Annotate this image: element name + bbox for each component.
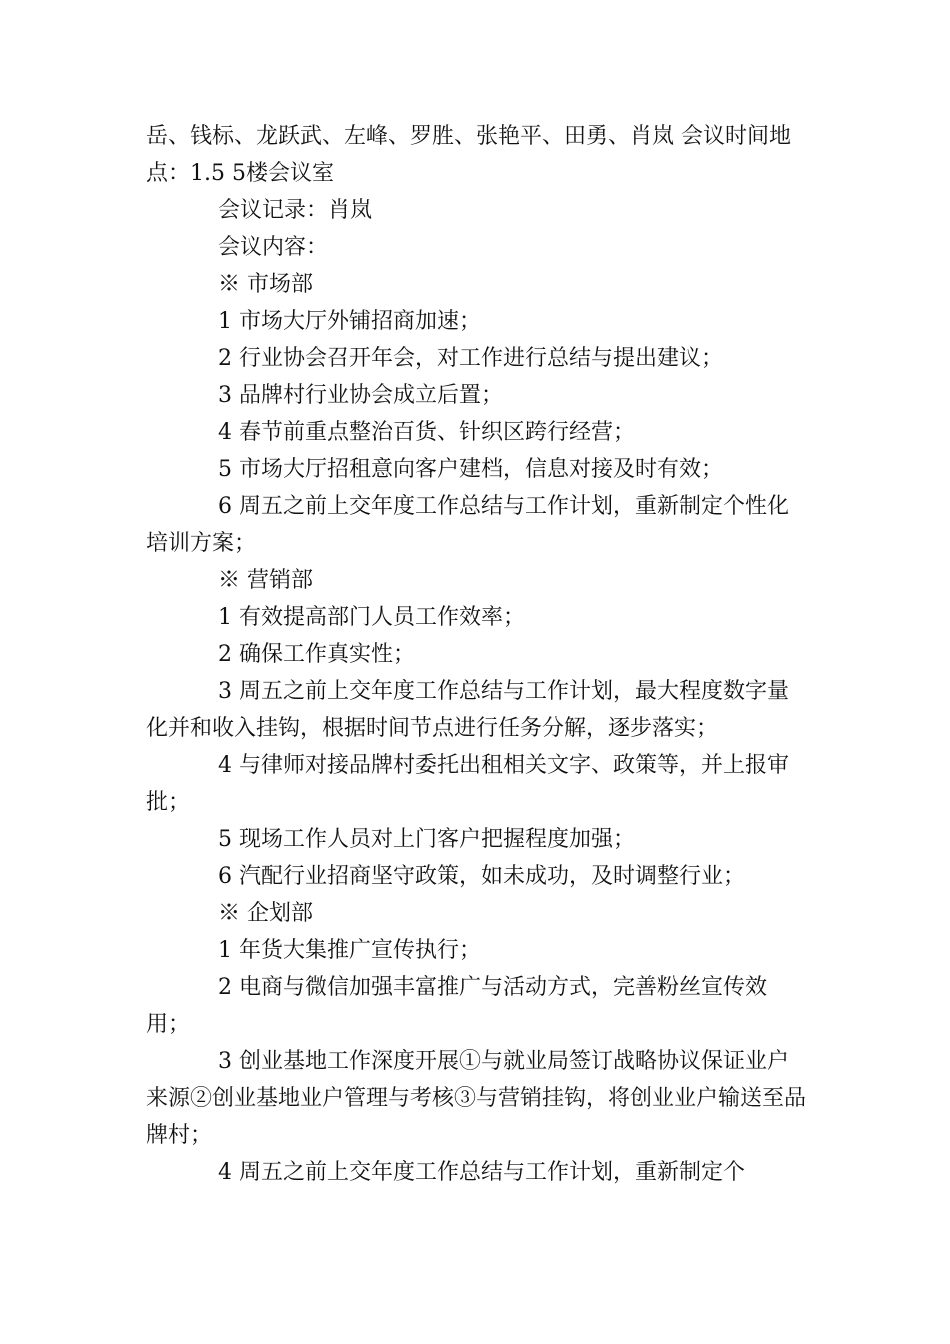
section-heading-planning: ※ 企划部 [218, 901, 313, 926]
list-item: 3 周五之前上交年度工作总结与工作计划，最大程度数字量化并和收入挂钩，根据时间节点进行任务分解，逐步落实； [146, 679, 789, 741]
section-heading-market: ※ 市场部 [218, 272, 313, 297]
list-item: 4 与律师对接品牌村委托出租相关文字、政策等，并上报审批； [146, 753, 789, 815]
list-item: 6 周五之前上交年度工作总结与工作计划，重新制定个性化培训方案； [146, 494, 789, 556]
list-item: 5 市场大厅招租意向客户建档，信息对接及时有效； [218, 457, 723, 482]
list-item: 4 周五之前上交年度工作总结与工作计划，重新制定个 [218, 1160, 745, 1185]
list-item: 3 创业基地工作深度开展①与就业局签订战略协议保证业户来源②创业基地业户管理与考核③与营销挂钩，将创业业户输送至品牌村； [146, 1049, 807, 1148]
list-item: 1 市场大厅外铺招商加速； [218, 309, 481, 334]
section-heading-marketing: ※ 营销部 [218, 568, 313, 593]
paragraph-content-heading: 会议内容： [218, 235, 329, 260]
document-body [146, 118, 806, 1191]
list-item: 5 现场工作人员对上门客户把握程度加强； [218, 827, 635, 852]
list-item: 1 年货大集推广宣传执行； [218, 938, 481, 963]
list-item: 2 确保工作真实性； [218, 642, 415, 667]
list-item: 3 品牌村行业协会成立后置； [218, 383, 503, 408]
list-item: 6 汽配行业招商坚守政策，如未成功，及时调整行业； [218, 864, 745, 889]
paragraph-recorder: 会议记录：肖岚 [218, 198, 373, 223]
list-item: 2 电商与微信加强丰富推广与活动方式，完善粉丝宣传效用； [146, 975, 767, 1037]
list-item: 2 行业协会召开年会，对工作进行总结与提出建议； [218, 346, 723, 371]
list-item: 1 有效提高部门人员工作效率； [218, 605, 525, 630]
paragraph-attendees: 岳、钱标、龙跃武、左峰、罗胜、张艳平、田勇、肖岚 会议时间地点：1.5 5楼会议室 [146, 124, 791, 186]
list-item: 4 春节前重点整治百货、针织区跨行经营； [218, 420, 635, 445]
